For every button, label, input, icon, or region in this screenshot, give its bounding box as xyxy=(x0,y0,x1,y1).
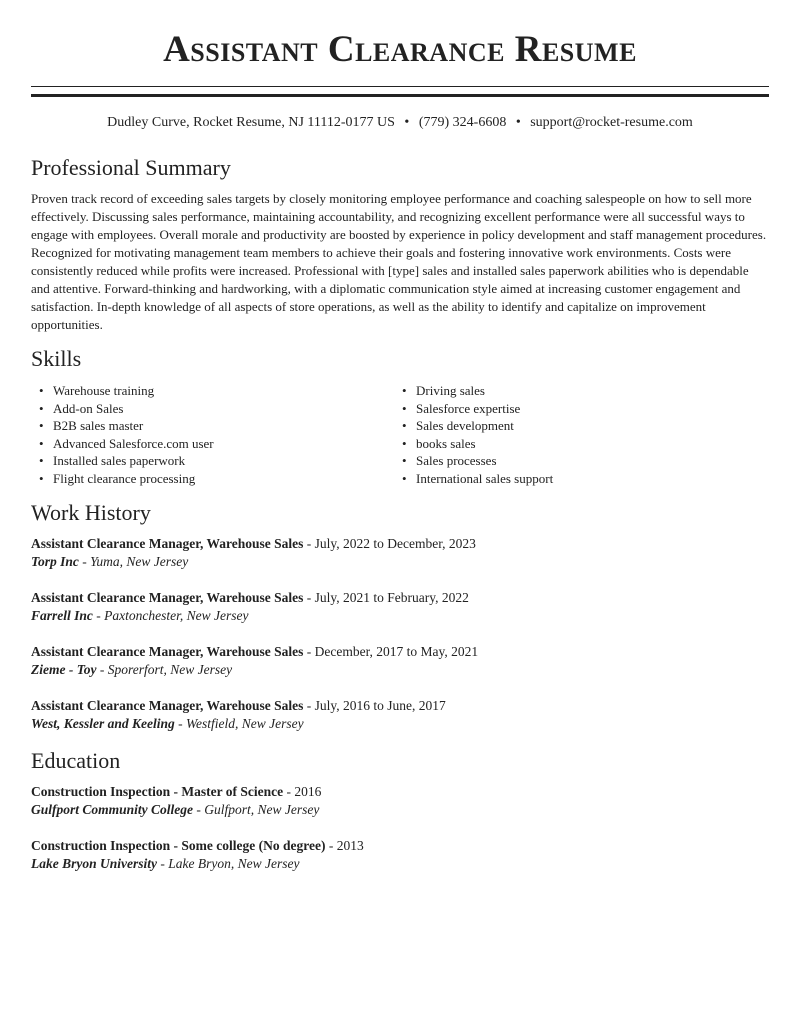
contact-line xyxy=(31,113,769,133)
job-title: Assistant Clearance Manager, Warehouse Sales xyxy=(31,589,304,605)
skill-item xyxy=(402,417,757,435)
job-dates: December, 2017 to May, 2021 xyxy=(314,643,479,659)
school-location: Lake Bryon, New Jersey xyxy=(168,856,300,872)
skill-label: Add-on Sales xyxy=(53,400,124,416)
skills-list-right xyxy=(394,382,757,488)
skill-item xyxy=(402,470,757,488)
job-entry xyxy=(31,535,769,572)
bullet-icon: • xyxy=(39,418,44,434)
skill-label: Flight clearance processing xyxy=(53,470,196,486)
job-title: Assistant Clearance Manager, Warehouse Sales xyxy=(31,697,304,713)
dash: - xyxy=(325,837,337,853)
contact-separator: • xyxy=(404,115,410,130)
job-entry xyxy=(31,589,769,626)
skill-label: Sales development xyxy=(416,418,514,434)
bullet-icon: • xyxy=(402,453,407,469)
skill-label: Driving sales xyxy=(416,383,485,398)
dash: - xyxy=(303,643,315,659)
dash: - xyxy=(303,535,315,551)
job-entry xyxy=(31,643,769,680)
bullet-icon: • xyxy=(39,400,44,416)
contact-email: support@rocket-resume.com xyxy=(530,115,693,130)
graduation-year: 2013 xyxy=(336,837,364,853)
skills-heading: Skills xyxy=(31,346,82,371)
skill-label: International sales support xyxy=(416,470,554,486)
skills-list-left xyxy=(31,382,394,488)
dash: - xyxy=(92,608,105,624)
resume-title: Assistant Clearance Resume xyxy=(163,29,637,70)
skill-item xyxy=(39,382,394,400)
dash: - xyxy=(303,589,315,605)
graduation-year: 2016 xyxy=(294,783,322,799)
work-history-list xyxy=(31,535,769,734)
skill-item xyxy=(402,382,757,400)
skill-item xyxy=(402,435,757,453)
education-entry xyxy=(31,783,769,820)
job-dates: July, 2022 to December, 2023 xyxy=(314,535,476,551)
dash: - xyxy=(96,662,108,678)
bullet-icon: • xyxy=(402,418,407,434)
job-location: Paxtonchester, New Jersey xyxy=(104,608,249,624)
bullet-icon: • xyxy=(39,383,44,398)
skill-item xyxy=(402,452,757,470)
job-title: Assistant Clearance Manager, Warehouse Sales xyxy=(31,535,304,551)
school-name: Lake Bryon University xyxy=(31,856,157,872)
dash: - xyxy=(193,802,205,818)
dash: - xyxy=(157,856,169,872)
job-entry xyxy=(31,697,769,734)
title-divider xyxy=(31,86,769,97)
job-company: Torp Inc xyxy=(31,554,79,570)
bullet-icon: • xyxy=(402,400,407,416)
bullet-icon: • xyxy=(39,435,44,451)
dash: - xyxy=(303,697,315,713)
skill-item xyxy=(39,452,394,470)
job-location: Sporerfort, New Jersey xyxy=(107,662,233,678)
education-entry xyxy=(31,837,769,874)
work-history-heading: Work History xyxy=(31,499,151,525)
skill-item xyxy=(39,435,394,453)
skills-columns xyxy=(31,382,769,488)
job-dates: July, 2016 to June, 2017 xyxy=(314,697,446,713)
degree: Construction Inspection - Master of Science xyxy=(31,783,284,799)
skill-label: Salesforce expertise xyxy=(416,400,521,416)
skill-label: B2B sales master xyxy=(53,418,144,434)
education-heading: Education xyxy=(31,747,121,773)
job-company: Zieme - Toy xyxy=(31,662,97,678)
skill-label: Advanced Salesforce.com user xyxy=(53,435,214,451)
job-location: Yuma, New Jersey xyxy=(90,554,189,570)
skill-label: Warehouse training xyxy=(53,383,155,398)
skill-label: Sales processes xyxy=(416,453,497,469)
degree: Construction Inspection - Some college (No degree) xyxy=(31,837,326,853)
skill-item xyxy=(39,470,394,488)
skill-item xyxy=(39,400,394,418)
job-company: Farrell Inc xyxy=(31,608,93,624)
summary-heading: Professional Summary xyxy=(31,155,231,180)
summary-text: Proven track record of exceeding sales targets by closely monitoring employee performance and coaching salespeople on how to sell more effectively. Discussing sales performance, maintaining accountability, and recognizing excellent performance were all successful ways to engage with employees. Overall morale and productivity are boosted by experience in policy development and staff management procedures. Recognized for motivating management team members to achieve their goals and fostering innovative work environments. Costs were consistently reduced while profits were increased. Professional with [type] sales and installed sales paperwork abilities who is dependable and attentive. Forward-thinking and hardworking, with a diplomatic communication style aimed at increasing customer engagement and satisfaction. In-depth knowledge of all aspects of store operations, as well as the ability to identify and capitalize on improvement opportunities. xyxy=(31,191,767,332)
dash: - xyxy=(283,783,295,799)
skill-item xyxy=(39,417,394,435)
skill-label: books sales xyxy=(416,435,476,451)
education-list xyxy=(31,783,769,874)
bullet-icon: • xyxy=(402,435,407,451)
dash: - xyxy=(78,554,91,570)
dash: - xyxy=(174,716,187,732)
school-location: Gulfport, New Jersey xyxy=(204,802,320,818)
bullet-icon: • xyxy=(39,470,44,486)
job-location: Westfield, New Jersey xyxy=(186,716,304,732)
contact-separator: • xyxy=(515,115,521,130)
skill-label: Installed sales paperwork xyxy=(53,453,186,469)
contact-phone: (779) 324-6608 xyxy=(418,115,507,130)
school-name: Gulfport Community College xyxy=(31,802,194,818)
skill-item xyxy=(402,400,757,418)
job-dates: July, 2021 to February, 2022 xyxy=(314,589,469,605)
job-company: West, Kessler and Keeling xyxy=(31,716,175,732)
bullet-icon: • xyxy=(39,453,44,469)
bullet-icon: • xyxy=(402,470,407,486)
bullet-icon: • xyxy=(402,383,407,398)
contact-address: Dudley Curve, Rocket Resume, NJ 11112-0177 US xyxy=(107,115,395,130)
job-title: Assistant Clearance Manager, Warehouse Sales xyxy=(31,643,304,659)
